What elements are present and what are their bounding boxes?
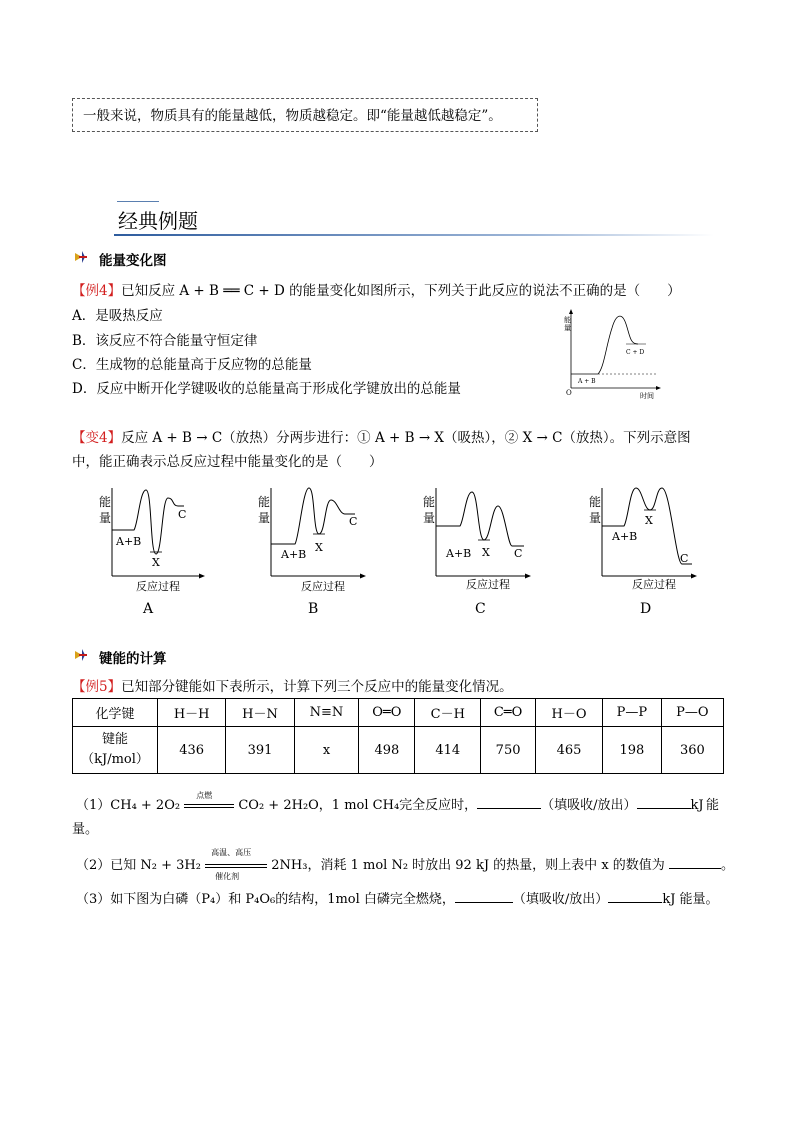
graph-d-ylabel-2: 量	[589, 511, 602, 525]
variation-4-line1	[72, 426, 691, 446]
q1-eq-right: CO₂ + 2H₂O，1 mol CH₄完全反应时，	[238, 798, 478, 813]
graph-option-d	[586, 484, 698, 596]
bond-cell: N≡N	[294, 699, 359, 727]
value-cell: 391	[226, 727, 294, 774]
q3-fill-hint: （填吸收/放出）	[512, 892, 609, 907]
value-cell: 198	[603, 727, 662, 774]
subheading-bond-energy: 键能的计算	[99, 651, 167, 667]
table-row	[73, 699, 724, 727]
graph-a-xlabel: 反应过程	[136, 580, 180, 593]
energy-label: 键能	[101, 732, 128, 747]
bond-cell: C═O	[481, 699, 536, 727]
q1-eq-left: CH₄ + 2O₂	[110, 798, 181, 813]
bond-cell: P—P	[603, 699, 662, 727]
q3-text: 如下图为白磷（P₄）和 P₄O₆的结构，1mol 白磷完全燃烧，	[110, 892, 455, 907]
graph-a-label: A	[143, 601, 154, 617]
variation-4-tag: 【变4】	[72, 430, 122, 446]
q1-condition: 点燃	[196, 790, 213, 800]
q2-pre: 已知 N₂ + 3H₂	[110, 858, 201, 873]
graph-b-ylabel: 能	[258, 495, 271, 509]
note-box: 一般来说，物质具有的能量越低，物质越稳定。即“能量越低越稳定”。	[72, 98, 538, 132]
bond-cell: H－O	[536, 699, 603, 727]
graph-d-label: D	[640, 601, 652, 617]
graph-b-xlabel: 反应过程	[301, 580, 345, 593]
value-cell: 465	[536, 727, 603, 774]
graph-c-ylabel: 能	[423, 495, 436, 509]
graph-d-xlabel: 反应过程	[632, 578, 676, 591]
value-cell: 498	[359, 727, 415, 774]
graph-reactant: A + B	[578, 378, 596, 385]
question-3	[76, 888, 719, 907]
section-underline	[114, 234, 714, 236]
value-cell: 750	[481, 727, 536, 774]
section-top-rule	[117, 201, 159, 202]
bond-cell: P—O	[661, 699, 723, 727]
value-cell: 360	[661, 727, 723, 774]
example-4-energy-graph	[558, 306, 668, 400]
q1-blank-2[interactable]	[637, 808, 691, 809]
graph-product: C + D	[626, 349, 645, 356]
example-4-option-c: C．生成物的总能量高于反应物的总能量	[72, 357, 312, 373]
graph-c-label: C	[475, 601, 486, 617]
graph-c-ylabel-2: 量	[423, 511, 436, 525]
example-4-question	[72, 279, 681, 299]
graph-ylabel-1: 能	[564, 316, 571, 324]
example-4-option-d: D．反应中断开化学键吸收的总能量高于形成化学键放出的总能量	[72, 381, 461, 397]
q1-tail-2: 量。	[72, 822, 99, 837]
q1-condition-arrow	[184, 790, 234, 812]
graph-d-ab: A+B	[612, 530, 638, 543]
graph-d-x: X	[645, 514, 653, 527]
graph-b-label: B	[308, 601, 319, 617]
q3-blank-2[interactable]	[608, 902, 662, 903]
bond-cell: H－N	[226, 699, 294, 727]
graph-c-ab: A+B	[446, 547, 472, 560]
variation-4-text: 反应 A + B → C（放热）分两步进行：① A + B → X（吸热），② X → C（放热）。下列示意图	[121, 430, 691, 446]
q1-fill-hint: （填吸收/放出）	[541, 798, 637, 813]
q3-num: （3）	[76, 892, 111, 907]
graph-a-c: C	[178, 508, 187, 521]
q1-num: （1）	[76, 798, 111, 813]
graph-b-ab: A+B	[281, 548, 307, 561]
variation-4-line2: 中，能正确表示总反应过程中能量变化的是（ ）	[72, 454, 383, 470]
graph-c-c: C	[514, 547, 523, 560]
example-4-tag: 【例4】	[72, 283, 122, 299]
q3-end: kJ 能量。	[662, 892, 719, 907]
graph-option-a	[94, 484, 206, 596]
value-cell: x	[294, 727, 359, 774]
graph-c-xlabel: 反应过程	[466, 578, 510, 591]
graph-b-x: X	[315, 541, 323, 554]
example-5-text: 已知部分键能如下表所示，计算下列三个反应中的能量变化情况。	[121, 679, 513, 695]
question-1	[76, 790, 704, 813]
example-5-tag: 【例5】	[72, 679, 122, 695]
example-4-option-a: A．是吸热反应	[72, 308, 163, 324]
q2-blank[interactable]	[669, 868, 721, 869]
q1-blank-1[interactable]	[477, 808, 541, 809]
q2-num: （2）	[76, 858, 111, 873]
bond-cell: H－H	[158, 699, 226, 727]
graph-b-ylabel-2: 量	[258, 511, 271, 525]
bullet-icon	[74, 648, 88, 662]
q2-condition-bottom: 催化剂	[215, 871, 240, 881]
graph-xlabel: 时间	[640, 392, 654, 400]
graph-option-b	[255, 484, 367, 596]
table-header-cell	[73, 727, 158, 774]
graph-d-ylabel: 能	[589, 495, 602, 509]
table-row	[73, 727, 724, 774]
q1-tail: 能	[706, 798, 720, 813]
bond-cell: C－H	[415, 699, 481, 727]
subheading-energy-diagram: 能量变化图	[99, 253, 167, 269]
value-cell: 414	[415, 727, 481, 774]
q3-blank-1[interactable]	[455, 902, 513, 903]
question-2	[76, 847, 734, 881]
example-4-option-b: B．该反应不符合能量守恒定律	[72, 333, 258, 349]
example-4-text: 已知反应 A + B ══ C + D 的能量变化如图所示，下列关于此反应的说法不正确的是（ ）	[121, 283, 681, 299]
graph-a-ylabel: 能	[99, 495, 112, 509]
graph-a-x: X	[152, 556, 160, 569]
q2-condition-arrow	[205, 847, 267, 881]
graph-option-c	[420, 484, 532, 596]
q2-end: 。	[720, 858, 734, 873]
graph-b-c: C	[349, 515, 358, 528]
graph-origin: O	[566, 389, 572, 397]
q2-post: 2NH₃，消耗 1 mol N₂ 时放出 92 kJ 的热量，则上表中 x 的数值为	[271, 858, 665, 873]
section-title: 经典例题	[118, 209, 198, 233]
energy-unit: （kJ/mol）	[81, 752, 149, 767]
graph-d-c: C	[680, 552, 689, 565]
example-5-question	[72, 675, 513, 695]
bond-energy-table	[72, 698, 724, 774]
graph-a-ylabel-2: 量	[99, 511, 112, 525]
bond-cell: O═O	[359, 699, 415, 727]
graph-c-x: X	[482, 546, 490, 559]
q1-unit: kJ	[690, 798, 704, 813]
q2-condition-top: 高温、高压	[211, 847, 252, 857]
value-cell: 436	[158, 727, 226, 774]
table-header-cell: 化学键	[73, 699, 158, 727]
graph-ylabel-2: 量	[564, 324, 571, 332]
graph-a-ab: A+B	[116, 535, 142, 548]
bullet-icon	[74, 250, 88, 264]
